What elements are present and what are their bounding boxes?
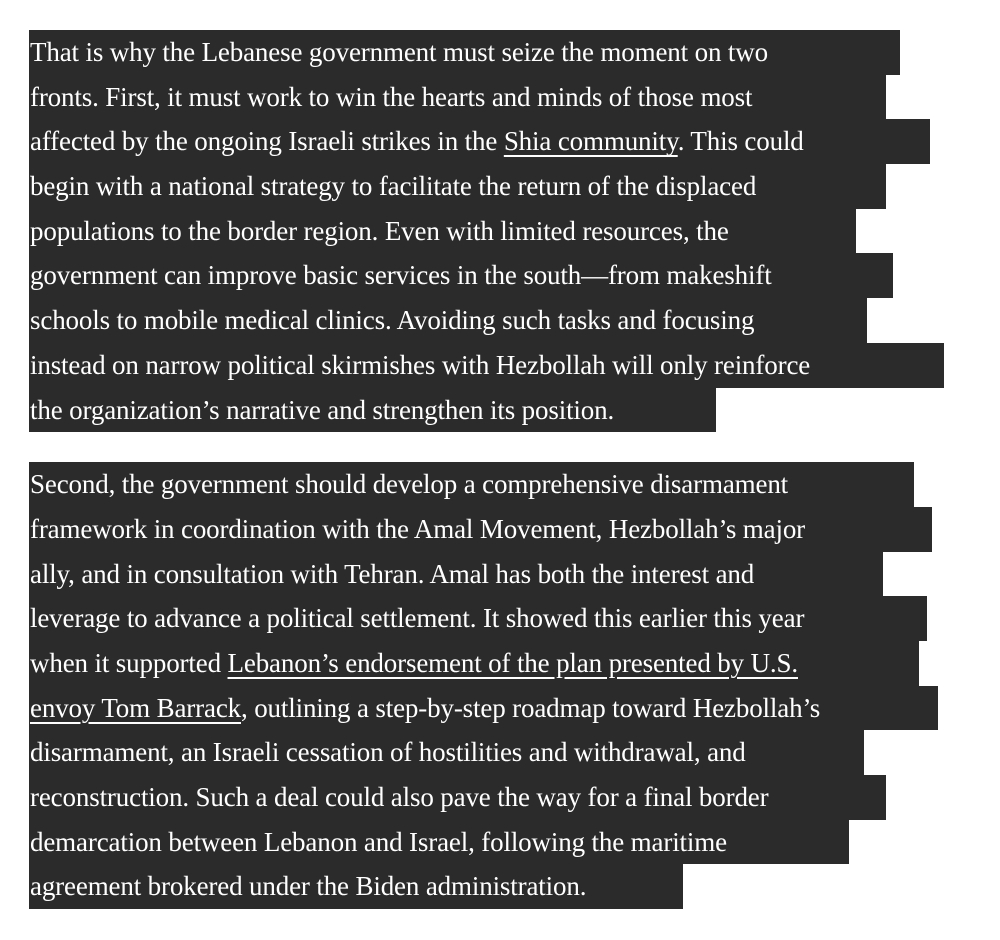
text-line	[29, 119, 930, 164]
text-line	[29, 164, 886, 209]
text-segment: , outlining a step-by-step roadmap toward Hezbollah’s	[241, 692, 821, 723]
text-line	[29, 253, 893, 298]
text-segment: government can improve basic services in the south—from makeshift	[30, 260, 772, 291]
text-segment: framework in coordination with the Amal Movement, Hezbollah’s major	[30, 513, 806, 544]
text-segment: schools to mobile medical clinics. Avoiding such tasks and focusing	[30, 305, 755, 336]
paragraph-1	[29, 30, 989, 432]
text-line	[29, 552, 883, 597]
text-line	[29, 388, 716, 433]
text-line	[29, 820, 849, 865]
text-line	[29, 864, 683, 909]
text-line	[29, 775, 886, 820]
text-line	[29, 75, 886, 120]
text-segment: ally, and in consultation with Tehran. Amal has both the interest and	[30, 558, 755, 589]
text-line	[29, 507, 932, 552]
text-segment: instead on narrow political skirmishes with Hezbollah will only reinforce	[30, 349, 811, 380]
inline-link[interactable]: Lebanon’s endorsement of the plan presented by U.S.	[227, 647, 798, 678]
article-body	[29, 30, 989, 909]
text-segment: affected by the ongoing Israeli strikes in the	[30, 126, 504, 157]
text-segment: begin with a national strategy to facilitate the return of the displaced	[30, 171, 757, 202]
text-segment: populations to the border region. Even with limited resources, the	[30, 215, 729, 246]
paragraph-gap	[29, 432, 989, 462]
text-line	[29, 298, 867, 343]
text-segment: fronts. First, it must work to win the hearts and minds of those most	[30, 81, 753, 112]
text-line	[29, 209, 856, 254]
text-segment: reconstruction. Such a deal could also pave the way for a final border	[30, 782, 769, 812]
text-segment: That is why the Lebanese government must seize the moment on two	[30, 37, 768, 67]
text-line	[29, 343, 944, 388]
text-segment: when it supported	[30, 647, 228, 678]
text-segment: agreement brokered under the Biden administration.	[30, 871, 587, 902]
text-segment: disarmament, an Israeli cessation of hostilities and withdrawal, and	[30, 737, 746, 768]
text-line	[29, 30, 900, 75]
paragraph-2	[29, 462, 989, 909]
inline-link[interactable]: envoy Tom Barrack	[30, 692, 241, 723]
text-segment: Second, the government should develop a comprehensive disarmament	[30, 469, 789, 500]
text-line	[29, 730, 864, 775]
text-segment: demarcation between Lebanon and Israel, following the maritime	[30, 826, 727, 857]
text-segment: leverage to advance a political settlement. It showed this earlier this year	[30, 603, 805, 634]
text-segment: . This could	[677, 126, 804, 157]
text-line	[29, 641, 919, 686]
text-line	[29, 596, 927, 641]
text-line	[29, 686, 938, 731]
text-segment: the organization’s narrative and strengthen its position.	[30, 394, 615, 425]
inline-link[interactable]: Shia community	[503, 126, 678, 157]
text-line	[29, 462, 914, 507]
